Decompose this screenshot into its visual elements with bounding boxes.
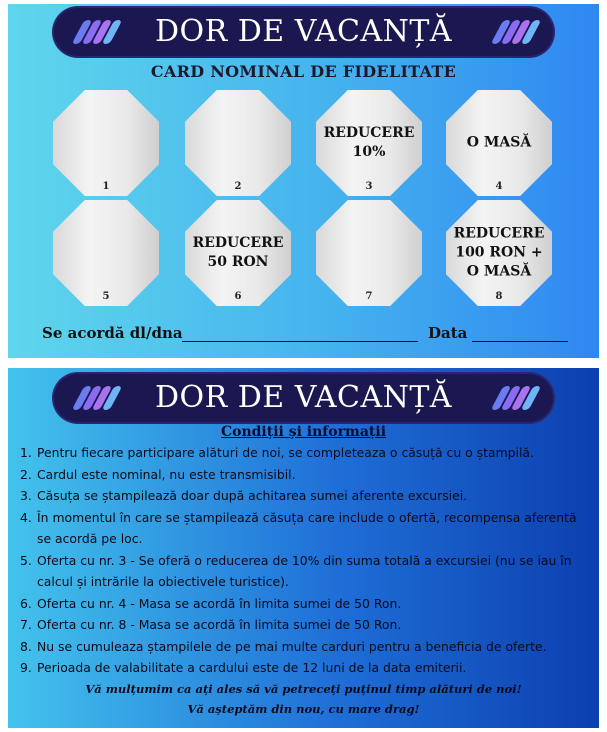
card-title: DOR DE VACANȚĂ	[154, 14, 453, 49]
condition-item: 9. Perioada de valabilitate a cardului este de 12 luni de la data emiterii.	[20, 660, 467, 675]
stamp-number: 2	[234, 181, 242, 192]
condition-item: 8. Nu se cumuleaza ștampilele de pe mai multe carduri pentru a beneficia de oferte.	[20, 638, 547, 654]
stamp-box-3	[316, 90, 422, 196]
holder-field-row	[42, 324, 575, 346]
stamp-offer: REDUCERE 10%	[323, 125, 415, 160]
stamp-box-2	[185, 90, 291, 196]
stripes-logo-icon	[493, 384, 533, 412]
see-you-message: Vă așteptăm din nou, cu mare drag!	[187, 702, 420, 716]
stamp-number: 3	[365, 181, 373, 192]
title-banner	[54, 8, 553, 56]
condition-item: 6. Oferta cu nr. 4 - Masa se acordă în limita sumei de 50 Ron.	[20, 595, 402, 611]
loyalty-card-front	[8, 4, 599, 358]
condition-item: 7. Oferta cu nr. 8 - Masa se acordă în limita sumei de 50 Ron.	[20, 617, 402, 632]
stamp-number: 6	[234, 291, 242, 302]
stamp-offer: REDUCERE 100 RON + O MASĂ	[453, 225, 545, 280]
condition-item: 1. Pentru fiecare participare alături de noi, se completeaza o căsuță cu o ștampilă.	[20, 445, 534, 460]
date-label: Data	[428, 324, 468, 342]
stamp-number: 4	[495, 181, 503, 192]
stripes-logo-icon	[493, 18, 533, 46]
conditions-heading: Condiții și informații	[220, 424, 387, 440]
stamp-box-6	[185, 200, 291, 306]
stamp-box-1	[53, 90, 159, 196]
stamp-offer: O MASĂ	[466, 134, 532, 151]
condition-item: 2. Cardul este nominal, nu este transmisibil.	[20, 466, 296, 482]
stamp-offer: REDUCERE 50 RON	[192, 235, 284, 270]
date-line[interactable]	[472, 341, 568, 342]
stamp-number: 5	[102, 291, 110, 302]
card-title: DOR DE VACANȚĂ	[154, 380, 453, 415]
holder-name-line[interactable]	[182, 341, 418, 342]
stamp-number: 8	[495, 291, 503, 302]
condition-item: 5. Oferta cu nr. 3 - Se oferă o reducerea de 10% din suma totală a excursiei (nu se iau în calcul și intrările la obiectivele turistice).	[20, 552, 572, 589]
condition-item: 4. În momentul în care se ștampilează căsuța care include o ofertă, recompensa aferentă se acordă pe loc.	[20, 509, 577, 546]
condition-item: 3. Căsuța se ștampilează doar după achitarea sumei aferente excursiei.	[20, 488, 468, 503]
conditions-list	[20, 442, 589, 679]
stamp-box-8	[446, 200, 552, 306]
stamp-number: 7	[365, 291, 373, 302]
loyalty-card-back	[8, 368, 599, 728]
title-banner	[54, 374, 553, 422]
thanks-message: Vă mulțumim ca ați ales să vă petreceți puținul timp alături de noi!	[85, 682, 522, 696]
stamp-number: 1	[102, 181, 110, 192]
stamp-box-7	[316, 200, 422, 306]
card-subtitle: CARD NOMINAL DE FIDELITATE	[150, 62, 457, 81]
awarded-to-label: Se acordă dl/dna	[42, 324, 183, 342]
stamp-box-4	[446, 90, 552, 196]
stamp-box-5	[53, 200, 159, 306]
